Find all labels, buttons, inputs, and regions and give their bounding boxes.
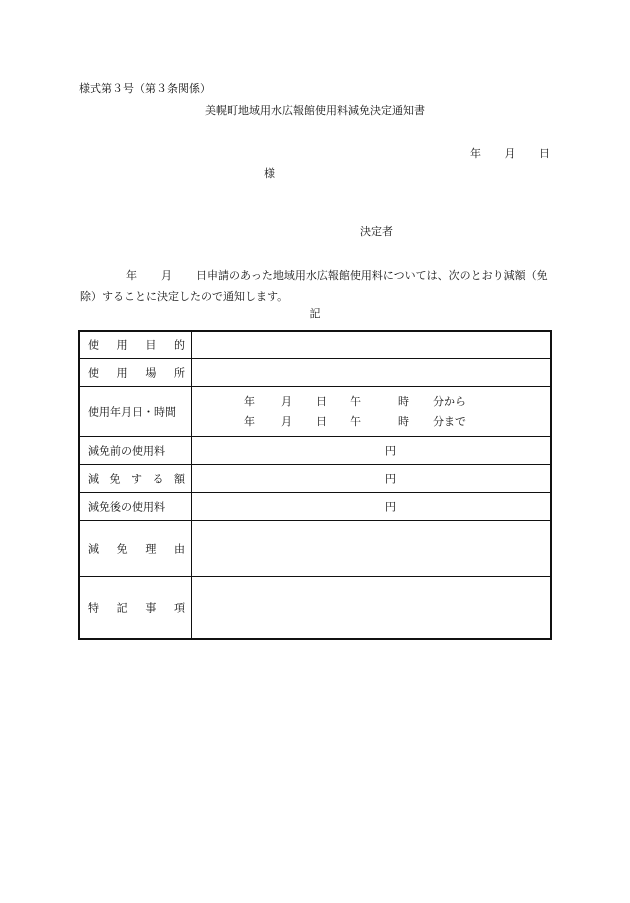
label-cell (80, 387, 192, 436)
reduction-amount-value-cell[interactable] (192, 465, 550, 492)
decider-label: 決定者 (360, 225, 393, 238)
label-cell (80, 332, 192, 358)
row-reduction-amount (80, 465, 550, 493)
dt-month: 月 (281, 395, 292, 408)
detail-table (78, 330, 552, 640)
label-reason (88, 543, 185, 554)
dt-year: 年 (244, 415, 255, 428)
row-place (80, 359, 550, 387)
label-char: 記 (116, 601, 128, 614)
row-fee-before (80, 437, 550, 465)
dt-hour: 時 (398, 395, 409, 408)
label-cell (80, 493, 192, 520)
fee-after-value-cell[interactable] (192, 493, 550, 520)
label-cell (80, 359, 192, 386)
label-cell (80, 465, 192, 492)
dt-day: 日 (316, 415, 327, 428)
label-text: 使用年月日・時間 (88, 405, 176, 418)
label-char: 項 (173, 601, 185, 614)
yen-unit: 円 (385, 500, 396, 513)
row-purpose (80, 332, 550, 359)
label-char: る (152, 472, 164, 485)
row-datetime (80, 387, 550, 437)
purpose-value-cell[interactable] (192, 332, 550, 358)
label-datetime (88, 406, 185, 417)
label-purpose (88, 340, 185, 351)
dt-day: 日 (316, 395, 327, 408)
reason-value-cell[interactable] (192, 521, 550, 576)
row-special-notes (80, 577, 550, 638)
label-place (88, 367, 185, 378)
body-text: 日申請のあった地域用水広報館使用料については、次のとおり減額（免除）することに決定したので通知します。 (80, 269, 548, 303)
dt-minute-to: 分まで (433, 415, 466, 428)
body-month: 月 (161, 269, 172, 282)
ki-heading: 記 (309, 307, 321, 320)
datetime-value-cell[interactable] (192, 387, 550, 436)
label-char: 事 (145, 601, 157, 614)
label-cell (80, 577, 192, 638)
label-fee-after (88, 501, 185, 512)
label-char: 特 (88, 601, 99, 614)
row-fee-after (80, 493, 550, 521)
dt-ampm: 午 (350, 395, 361, 408)
row-reason (80, 521, 550, 577)
label-char: 免 (109, 472, 121, 485)
dt-ampm: 午 (350, 415, 361, 428)
date-month: 月 (504, 147, 516, 160)
place-value-cell[interactable] (192, 359, 550, 386)
fee-before-value-cell[interactable] (192, 437, 550, 464)
date-year: 年 (470, 147, 481, 160)
label-char: す (131, 472, 142, 485)
yen-unit: 円 (385, 444, 396, 457)
label-char: 用 (116, 366, 128, 379)
label-char: 使 (88, 338, 99, 352)
yen-unit: 円 (385, 472, 396, 485)
label-char: 理 (145, 542, 157, 555)
issue-date-line (470, 148, 550, 159)
special-notes-value-cell[interactable] (192, 577, 550, 638)
label-char: 使 (88, 366, 99, 379)
dt-hour: 時 (398, 415, 409, 428)
label-char: 場 (145, 366, 157, 379)
notice-body (80, 265, 555, 307)
label-text: 減免後の使用料 (88, 500, 165, 513)
label-text: 減免前の使用料 (88, 444, 165, 457)
dt-year: 年 (244, 395, 255, 408)
date-day: 日 (539, 147, 550, 160)
label-cell (80, 521, 192, 576)
label-char: 所 (173, 366, 185, 379)
label-char: 的 (173, 338, 185, 352)
label-char: 額 (174, 472, 185, 485)
recipient-honorific: 様 (264, 167, 275, 180)
body-year: 年 (126, 269, 137, 282)
document-title: 美幌町地域用水広報館使用料減免決定通知書 (205, 104, 425, 117)
label-char: 用 (116, 338, 128, 352)
label-char: 免 (116, 542, 128, 555)
label-char: 目 (145, 338, 157, 352)
dt-minute-from: 分から (433, 395, 466, 408)
label-char: 由 (173, 542, 185, 555)
label-char: 減 (88, 472, 99, 485)
form-number: 様式第３号（第３条関係） (79, 82, 211, 95)
label-cell (80, 437, 192, 464)
dt-month: 月 (281, 415, 292, 428)
label-char: 減 (88, 542, 99, 555)
label-fee-before (88, 445, 185, 456)
label-reduction-amount (88, 473, 185, 484)
label-special-notes (88, 602, 185, 613)
